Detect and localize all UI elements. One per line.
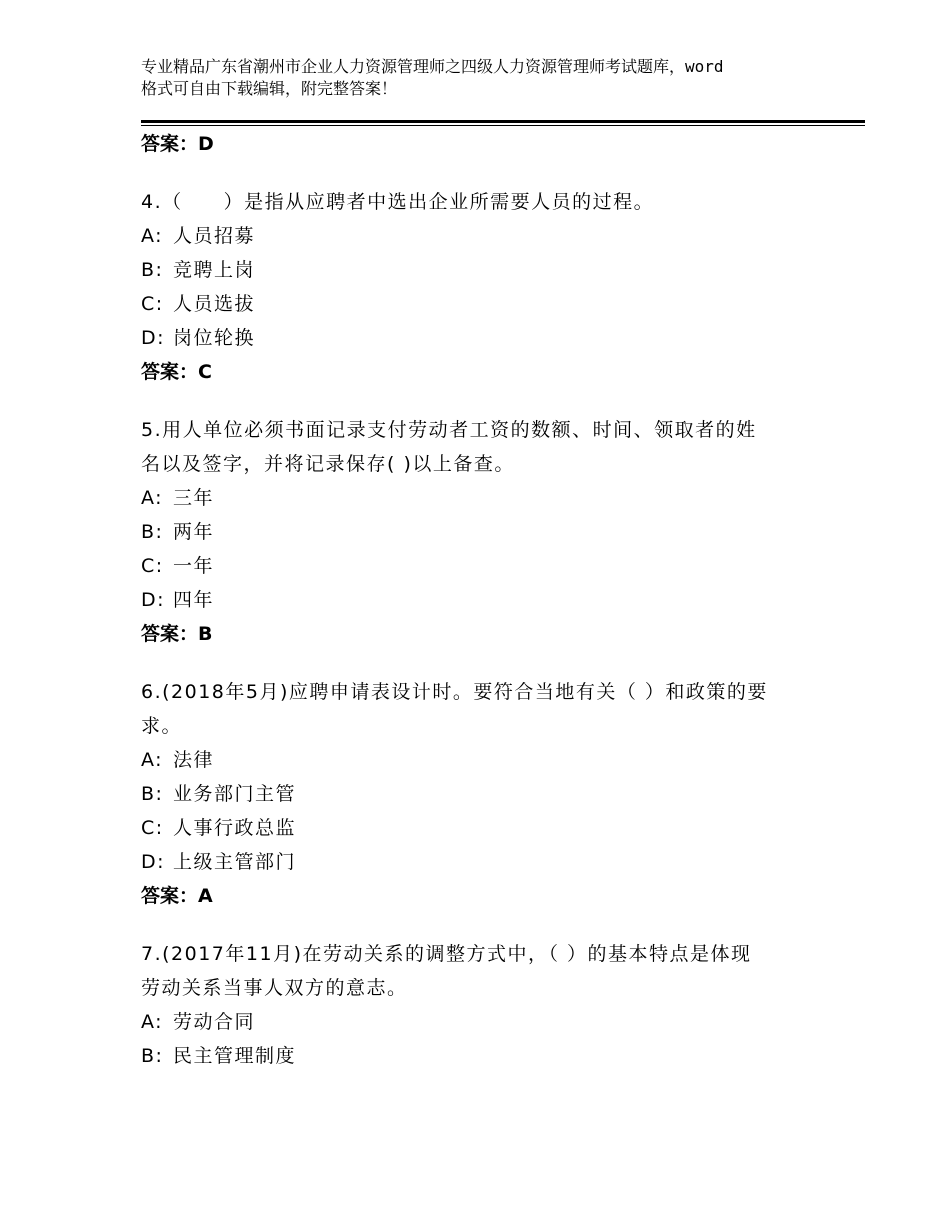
option-key: C:	[141, 817, 164, 839]
header-line-2: 格式可自由下载编辑，附完整答案！	[141, 79, 398, 98]
question-5	[141, 413, 831, 651]
option-text: 四年	[173, 589, 215, 611]
option-key: B:	[141, 521, 164, 543]
question-stem-line-1: 6.(2018年5月)应聘申请表设计时。要符合当地有关（ ）和政策的要	[141, 681, 768, 703]
previous-answer: 答案：D	[141, 133, 214, 155]
question-stem-line-1: 5.用人单位必须书面记录支付劳动者工资的数额、时间、领取者的姓	[141, 419, 757, 441]
option-text: 一年	[173, 555, 215, 577]
option-b	[141, 777, 831, 811]
option-a	[141, 219, 831, 253]
option-key: B:	[141, 1045, 164, 1067]
option-text: 岗位轮换	[173, 327, 256, 349]
option-c	[141, 287, 831, 321]
option-text: 竞聘上岗	[173, 259, 256, 281]
option-key: A:	[141, 1011, 164, 1033]
question-stem-line-1: 7.(2017年11月)在劳动关系的调整方式中，（ ）的基本特点是体现	[141, 943, 752, 965]
option-text: 两年	[173, 521, 215, 543]
option-a	[141, 1005, 831, 1039]
option-text: 人员选拔	[173, 293, 256, 315]
option-key: A:	[141, 225, 164, 247]
option-text: 三年	[173, 487, 215, 509]
question-stem: 4.（ ）是指从应聘者中选出企业所需要人员的过程。	[141, 191, 655, 213]
answer: 答案：B	[141, 623, 213, 645]
page-header	[141, 56, 831, 100]
question-6	[141, 675, 831, 913]
option-d	[141, 845, 831, 879]
option-key: B:	[141, 259, 164, 281]
option-key: B:	[141, 783, 164, 805]
option-b	[141, 515, 831, 549]
option-key: A:	[141, 487, 164, 509]
option-text: 上级主管部门	[173, 851, 297, 873]
document-body	[141, 127, 831, 1073]
option-text: 业务部门主管	[173, 783, 297, 805]
header-rule-thin	[141, 125, 865, 126]
option-key: D:	[141, 589, 166, 611]
option-b	[141, 253, 831, 287]
question-stem-line-2: 劳动关系当事人双方的意志。	[141, 977, 408, 999]
option-c	[141, 549, 831, 583]
option-key: C:	[141, 293, 164, 315]
answer: 答案：A	[141, 885, 213, 907]
question-7	[141, 937, 831, 1073]
option-text: 人员招募	[173, 225, 256, 247]
option-text: 劳动合同	[173, 1011, 256, 1033]
option-key: D:	[141, 851, 166, 873]
option-text: 人事行政总监	[173, 817, 297, 839]
question-stem-line-2: 名以及签字，并将记录保存( )以上备查。	[141, 453, 515, 475]
option-b	[141, 1039, 831, 1073]
answer: 答案：C	[141, 361, 212, 383]
header-line-1: 专业精品广东省潮州市企业人力资源管理师之四级人力资源管理师考试题库，word	[141, 57, 724, 76]
option-key: C:	[141, 555, 164, 577]
option-a	[141, 743, 831, 777]
option-c	[141, 811, 831, 845]
option-text: 法律	[173, 749, 215, 771]
question-stem-line-2: 求。	[141, 715, 183, 737]
option-key: D:	[141, 327, 166, 349]
option-d	[141, 583, 831, 617]
question-4	[141, 185, 831, 389]
option-text: 民主管理制度	[173, 1045, 297, 1067]
option-key: A:	[141, 749, 164, 771]
option-d	[141, 321, 831, 355]
header-rule-thick	[141, 120, 865, 123]
option-a	[141, 481, 831, 515]
